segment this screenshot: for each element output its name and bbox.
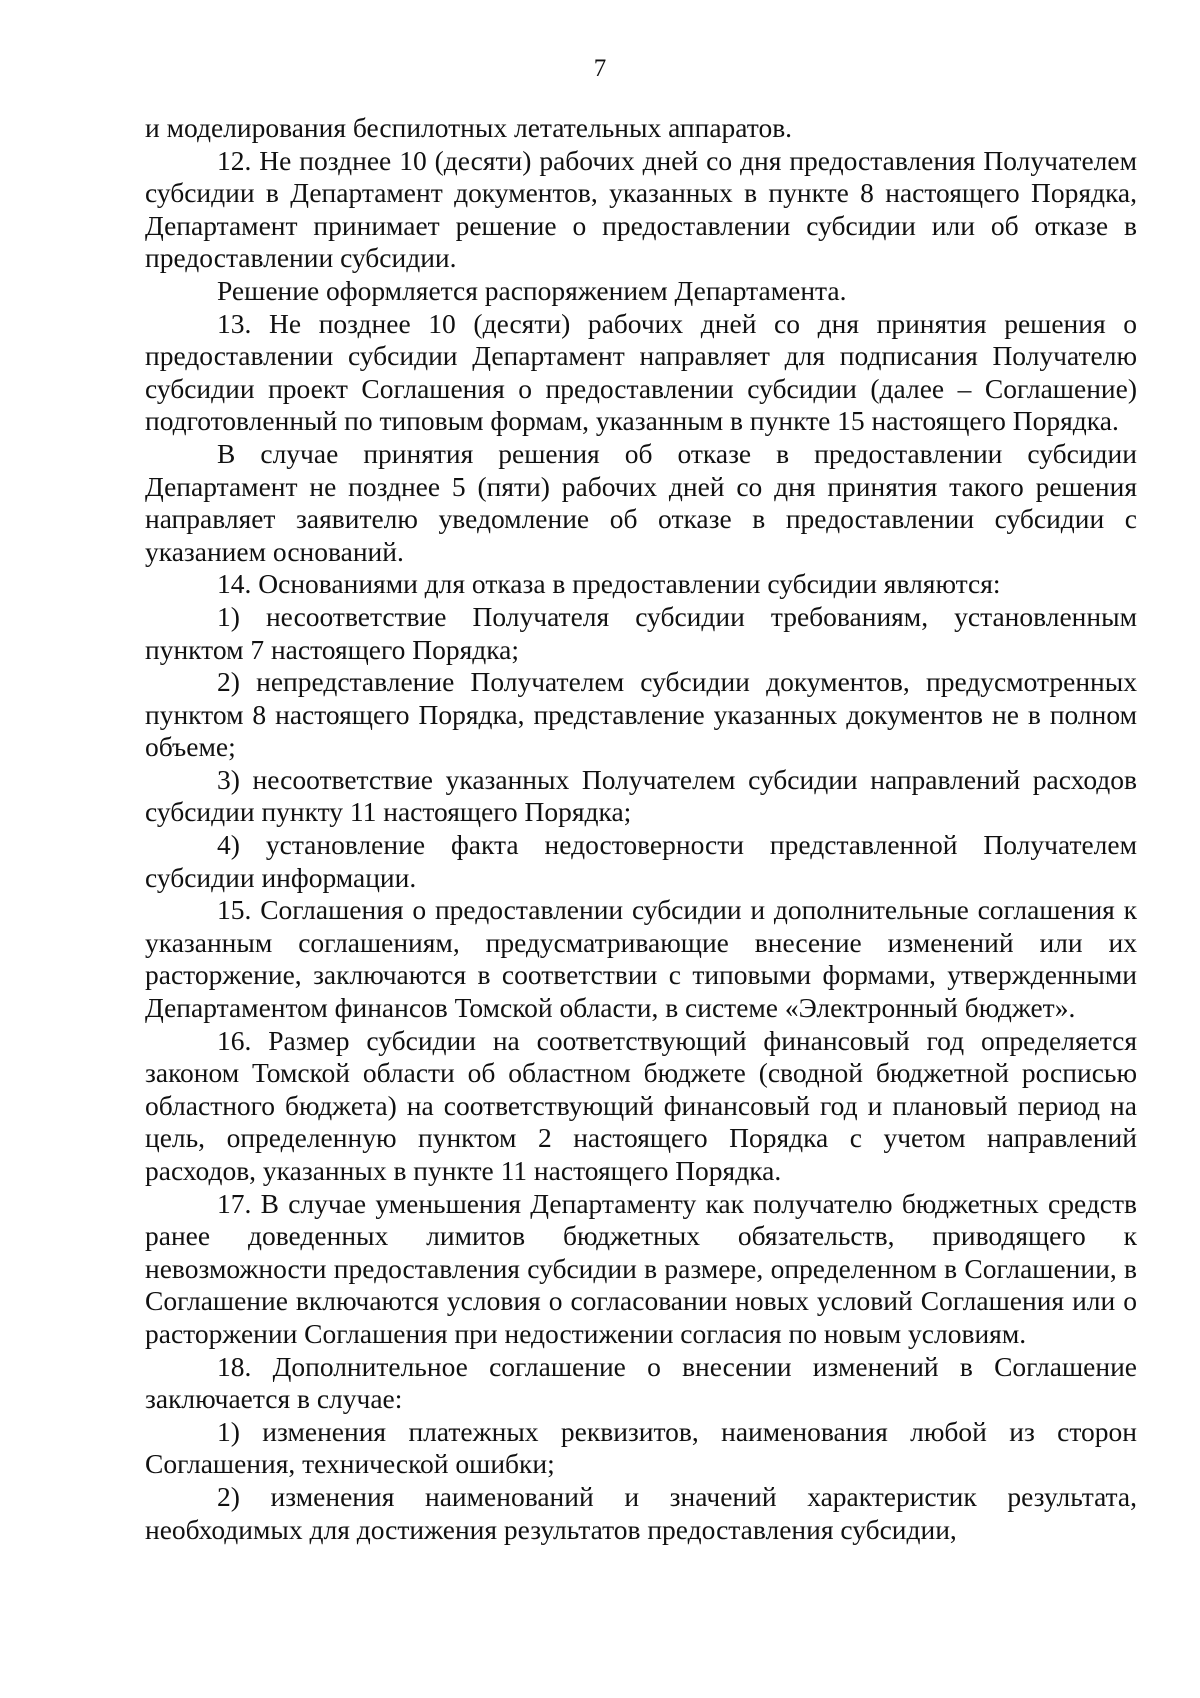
document-body (145, 112, 1137, 1546)
paragraph-refusal-notice: В случае принятия решения об отказе в предоставлении субсидии Департамент не позднее 5 (пяти) рабочих дней со дня принятия такого решения направляет заявителю уведомление об отказе в предоставлении субсидии с указанием оснований. (145, 437, 1137, 567)
page-number: 7 (593, 55, 607, 82)
paragraph-clause-13: 13. Не позднее 10 (десяти) рабочих дней со дня принятия решения о предоставлении субсидии Департамент направляет для подписания Получателю субсидии проект Соглашения о предоставлении субсидии (далее – Соглашение) подготовленный по типовым формам, указанным в пункте 15 настоящего Порядка. (145, 307, 1137, 437)
paragraph-clause-18-item-1: 1) изменения платежных реквизитов, наименования любой из сторон Соглашения, технической ошибки; (145, 1415, 1137, 1480)
paragraph-clause-18: 18. Дополнительное соглашение о внесении изменений в Соглашение заключается в случае: (145, 1350, 1137, 1415)
paragraph-clause-14-item-1: 1) несоответствие Получателя субсидии требованиям, установленным пунктом 7 настоящего Порядка; (145, 600, 1137, 665)
paragraph-continuation: и моделирования беспилотных летательных аппаратов. (145, 112, 793, 143)
paragraph-clause-16: 16. Размер субсидии на соответствующий финансовый год определяется законом Томской области об областном бюджете (сводной бюджетной росписью областного бюджета) на соответствующий финансовый год и плановый период на цель, определенную пунктом 2 настоящего Порядка с учетом направлений расходов, указанных в пункте 11 настоящего Порядка. (145, 1024, 1137, 1186)
paragraph-clause-14-item-4: 4) установление факта недостоверности представленной Получателем субсидии информации. (145, 829, 1137, 893)
paragraph-clause-14-item-3: 3) несоответствие указанных Получателем субсидии направлений расходов субсидии пункту 11 настоящего Порядка; (145, 763, 1137, 828)
paragraph-clause-12: 12. Не позднее 10 (десяти) рабочих дней со дня предоставления Получателем субсидии в Департамент документов, указанных в пункте 8 настоящего Порядка, Департамент принимает решение о предоставлении субсидии или об отказе в предоставлении субсидии. (145, 144, 1137, 274)
paragraph-clause-15: 15. Соглашения о предоставлении субсидии и дополнительные соглашения к указанным соглашениям, предусматривающие внесение изменений или их расторжение, заключаются в соответствии с типовыми формами, утвержденными Департаментом финансов Томской области, в системе «Электронный бюджет». (145, 894, 1137, 1024)
paragraph-clause-14: 14. Основаниями для отказа в предоставлении субсидии являются: (217, 568, 1001, 600)
paragraph-clause-14-item-2: 2) непредставление Получателем субсидии документов, предусмотренных пунктом 8 настоящего Порядка, представление указанных документов не в полном объеме; (145, 666, 1137, 763)
paragraph-clause-17: 17. В случае уменьшения Департаменту как получателю бюджетных средств ранее доведенных лимитов бюджетных обязательств, приводящего к невозможности предоставления субсидии в размере, определенном в Соглашении, в Соглашение включаются условия о согласовании новых условий Соглашения или о расторжении Соглашения при недостижении согласия по новым условиям. (145, 1187, 1137, 1349)
paragraph-clause-18-item-2: 2) изменения наименований и значений характеристик результата, необходимых для достижения результатов предоставления субсидии, (145, 1480, 1137, 1545)
paragraph-decision-form: Решение оформляется распоряжением Департамента. (217, 274, 847, 306)
